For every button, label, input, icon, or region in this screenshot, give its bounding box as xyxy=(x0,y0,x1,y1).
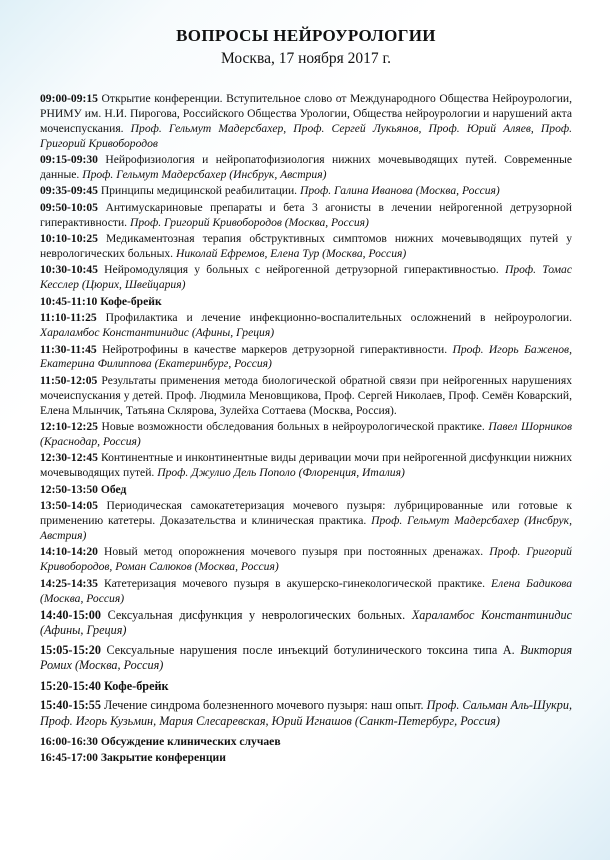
item-topic: Нейротрофины в качестве маркеров детрузорной гиперактивности. xyxy=(102,342,448,356)
item-time: 15:05-15:20 xyxy=(40,642,101,657)
program-item xyxy=(40,311,572,341)
item-speakers: Проф. Игорь Баженов, Екатерина Филиппова (Екатеринбург, Россия) xyxy=(40,342,572,371)
item-time: 12:30-12:45 xyxy=(40,451,98,465)
program-item xyxy=(40,201,572,231)
item-topic: Нейрофизиология и нейропатофизиология нижних мочевыводящих путей. Современные данные. xyxy=(40,153,573,182)
item-topic: Закрытие конференции xyxy=(100,751,226,765)
program-item xyxy=(40,153,572,183)
item-time: 11:30-11:45 xyxy=(40,342,97,356)
program-item xyxy=(40,92,572,152)
program-item xyxy=(40,643,572,674)
item-topic: Новый метод опорожнения мочевого пузыря при постоянных дренажах. xyxy=(104,545,484,559)
item-speakers: Елена Бадикова (Москва, Россия) xyxy=(40,576,572,605)
page-subtitle: Москва, 17 ноября 2017 г. xyxy=(221,50,391,67)
item-time: 14:25-14:35 xyxy=(40,576,98,590)
item-topic: Кофе-брейк xyxy=(103,679,169,694)
item-topic: Лечение синдрома болезненного мочевого пузыря: наш опыт. xyxy=(104,698,424,713)
item-topic: Обсуждение клинических случаев xyxy=(100,734,281,748)
item-time: 09:50-10:05 xyxy=(40,200,98,214)
program-item xyxy=(40,343,572,373)
item-topic: Катетеризация мочевого пузыря в акушерско-гинекологической практике. xyxy=(103,576,486,590)
item-speakers: Павел Шорников (Краснодар, Россия) xyxy=(40,420,572,448)
program-item xyxy=(40,420,572,450)
program-item xyxy=(40,698,572,729)
item-speakers: Проф. Григорий Кривобородов, Роман Салюков (Москва, Россия) xyxy=(40,545,572,574)
program-item xyxy=(40,184,572,199)
item-speakers: Хараламбос Константинидис (Афины, Греция) xyxy=(40,607,572,638)
item-speakers: Проф. Джулио Дель Пополо (Флоренция, Италия) xyxy=(157,466,405,480)
item-time: 11:50-12:05 xyxy=(40,373,98,387)
item-time: 10:45-11:10 xyxy=(40,294,98,308)
item-topic: Медикаментозная терапия обструктивных симптомов нижних мочевыводящих путей у неврологических больных. xyxy=(40,232,572,261)
item-topic: Обед xyxy=(100,482,127,496)
program-break xyxy=(40,735,572,750)
item-time: 11:10-11:25 xyxy=(40,311,97,325)
item-time: 10:10-10:25 xyxy=(40,232,98,246)
program-break xyxy=(40,295,572,310)
item-speakers: Проф. Гельмут Мадерсбахер (Инсбрук, Австрия) xyxy=(82,168,327,182)
item-topic: Периодическая самокатетеризация мочевого пузыря: лубрицированные или готовые к применению катетеры. Доказательства и клиническая практика. xyxy=(40,499,572,527)
page-title: ВОПРОСЫ НЕЙРОУРОЛОГИИ xyxy=(176,26,436,45)
program-item xyxy=(40,545,572,575)
item-topic: Нейромодуляция у больных с нейрогенной детрузорной гиперактивностью. xyxy=(104,263,499,277)
item-time: 15:40-15:55 xyxy=(40,698,101,713)
program-item xyxy=(40,451,572,481)
item-speakers: Проф. Гельмут Мадерсбахер, Проф. Сергей Лукьянов, Проф. Юрий Аляев, Проф. Григорий Кривобородов xyxy=(40,121,572,150)
item-speakers: Николай Ефремов, Елена Тур (Москва, Россия) xyxy=(175,247,407,261)
item-time: 15:20-15:40 xyxy=(40,679,101,694)
program-list xyxy=(40,92,572,766)
program-item xyxy=(40,577,572,607)
item-time: 16:45-17:00 xyxy=(40,751,98,765)
item-time: 10:30-10:45 xyxy=(40,263,98,277)
item-topic: Принципы медицинской реабилитации. xyxy=(100,184,298,198)
item-time: 14:10-14:20 xyxy=(40,545,98,559)
item-speakers: Проф. Галина Иванова (Москва, Россия) xyxy=(300,184,500,198)
item-topic: Открытие конференции. Вступительное слово от Международного Общества Нейроурологии, РНИМУ им. Н.И. Пирогова, Российского Общества Урологии, Общества нейроурологии и нарушений акта мочеиспускания. xyxy=(40,92,573,135)
item-speakers: Проф. Сальман Аль-Шукри, Проф. Игорь Кузьмин, Мария Слесаревская, Юрий Игнашов (Санкт-Петербург, Россия) xyxy=(40,698,572,728)
program-item xyxy=(40,232,572,262)
item-topic: Антимускариновые препараты и бета 3 агонисты в лечении нейрогенной детрузорной гиперактивности. xyxy=(40,200,572,229)
program-break xyxy=(40,483,572,498)
item-time: 09:35-09:45 xyxy=(40,184,98,198)
item-time: 12:50-13:50 xyxy=(40,482,98,496)
item-speakers: Проф. Гельмут Мадерсбахер (Инсбрук, Австрия) xyxy=(40,513,572,542)
program-item xyxy=(40,374,572,419)
program-item xyxy=(40,499,572,544)
program-break xyxy=(40,751,572,766)
item-time: 14:40-15:00 xyxy=(40,607,101,622)
item-topic: Сексуальная дисфункция у неврологических больных. xyxy=(107,607,406,622)
item-speakers: Виктория Ромих (Москва, Россия) xyxy=(40,642,573,672)
item-time: 09:00-09:15 xyxy=(40,92,98,105)
item-topic: Профилактика и лечение инфекционно-воспалительных осложнений в нейроурологии. xyxy=(105,311,572,325)
item-topic: Континентные и инконтинентные виды деривации мочи при нейрогенной дисфункции нижних мочевыводящих путей. xyxy=(40,451,572,480)
item-speakers: Хараламбос Константинидис (Афины, Греция) xyxy=(40,326,275,340)
item-topic: Результаты применения метода биологической обратной связи при нейрогенных нарушениях мочеиспускания у детей. Проф. Людмила Меновщикова, Проф. Сергей Николаев, Проф. Семён Коварский, Елена Млынчик, Татьяна Склярова, Зулейха Соттаева (Москва, Россия). xyxy=(40,373,572,417)
program-item xyxy=(40,263,572,293)
program-break xyxy=(40,679,572,694)
item-speakers: Проф. Томас Кесслер (Цюрих, Швейцария) xyxy=(40,263,572,292)
item-time: 09:15-09:30 xyxy=(40,153,98,167)
item-topic: Кофе-брейк xyxy=(100,294,162,308)
program-item xyxy=(40,608,572,639)
item-time: 13:50-14:05 xyxy=(40,499,98,513)
item-time: 12:10-12:25 xyxy=(40,420,98,434)
item-topic: Сексуальные нарушения после инъекций ботулинического токсина типа А. xyxy=(106,642,515,657)
item-topic: Новые возможности обследования больных в нейроурологической практике. xyxy=(101,420,485,434)
item-time: 16:00-16:30 xyxy=(40,734,98,748)
item-speakers: Проф. Григорий Кривобородов (Москва, Россия) xyxy=(130,215,369,229)
